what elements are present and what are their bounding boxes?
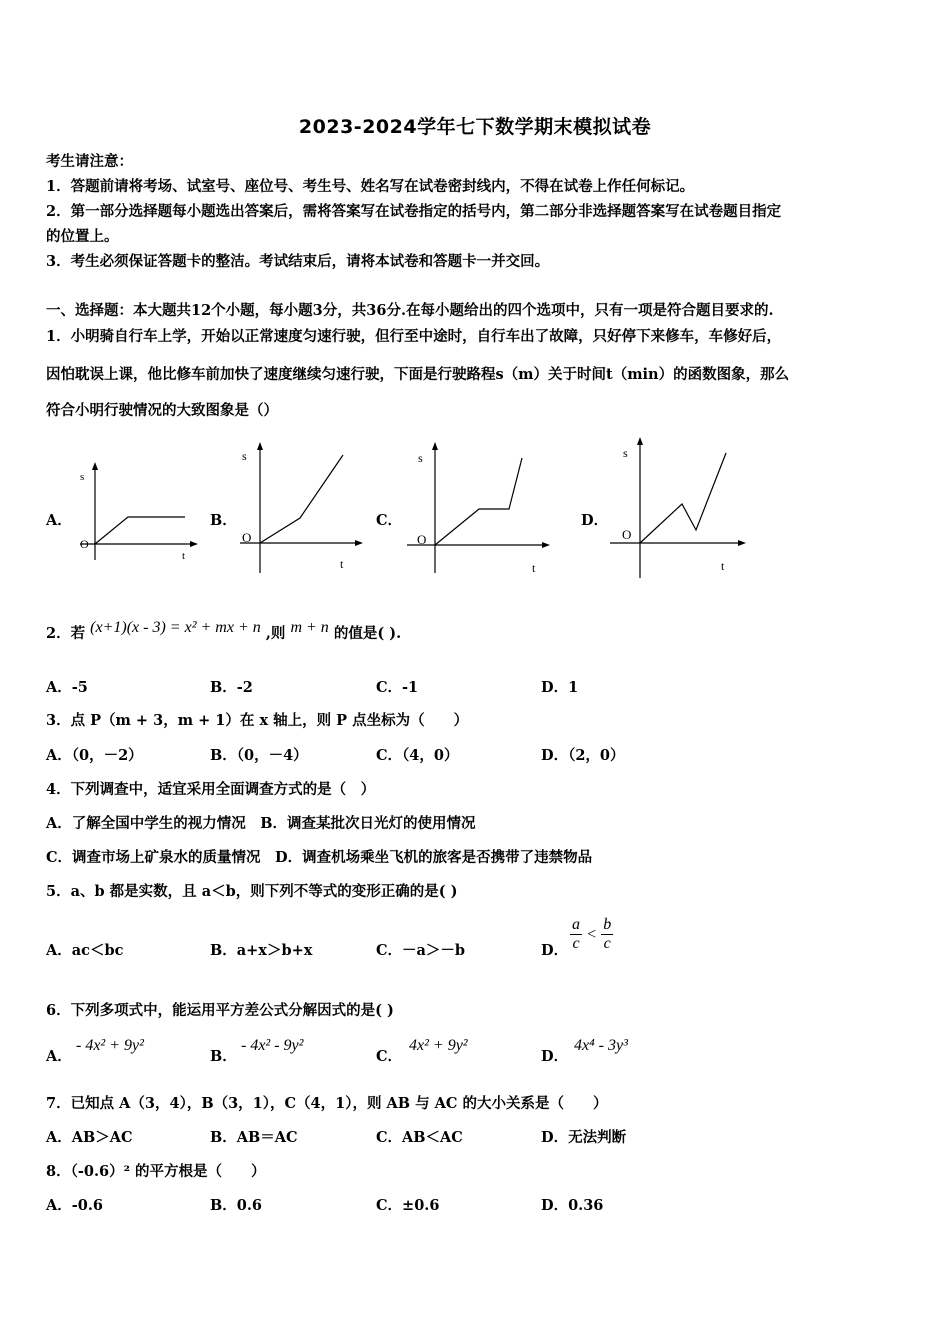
origin-label: O: [417, 532, 427, 547]
q2-equation: (x+1)(x - 3) = x² + mx + n: [90, 619, 261, 636]
q8-option-c: C．±0.6: [376, 1197, 440, 1214]
q1-graph-b: [235, 440, 365, 575]
axis-s-label: s: [418, 451, 423, 465]
q8-stem: 8．（-0.6）² 的平方根是（ ）: [46, 1163, 266, 1180]
q4-stem: 4．下列调查中，适宜采用全面调查方式的是（ ）: [46, 781, 376, 798]
q2-prefix: 2．若: [46, 625, 86, 642]
fraction-a-over-c: $\frac{a}{c}$: [572, 916, 580, 952]
origin-label: O: [242, 530, 252, 545]
q2-mid: ,则: [265, 625, 286, 642]
q6-stem: 6．下列多项式中，能运用平方差公式分解因式的是( ): [46, 1002, 394, 1019]
q1-option-d-label: D．: [581, 512, 609, 529]
q6-option-b-expr: - 4x² - 9y²: [241, 1037, 304, 1054]
q4-options-cd: C．调查市场上矿泉水的质量情况 D．调查机场乘坐飞机的旅客是否携带了违禁物品: [46, 849, 593, 866]
notice-item: 1．答题前请将考场、试室号、座位号、考生号、姓名写在试卷密封线内，不得在试卷上作任何标记。: [46, 178, 695, 195]
q7-option-b: B．AB＝AC: [210, 1129, 298, 1146]
q3-option-a: A．（0，－2）: [46, 747, 143, 764]
q5-option-d-expr: [570, 916, 613, 953]
q5-option-d-label: D．: [541, 942, 569, 959]
q6-option-c-expr: 4x² + 9y²: [409, 1037, 468, 1054]
q5-stem: 5．a、b 都是实数，且 a＜b，则下列不等式的变形正确的是( ): [46, 883, 458, 900]
q8-option-d: D．0.36: [541, 1197, 604, 1214]
q7-option-a: A．AB＞AC: [46, 1129, 133, 1146]
q6-option-b-label: B．: [210, 1048, 237, 1065]
q1-stem-line: 因怕耽误上课，他比修车前加快了速度继续匀速行驶，下面是行驶路程s（m）关于时间t（min）的函数图象，那么: [46, 366, 790, 383]
q3-option-b: B．（0，－4）: [210, 747, 308, 764]
notice-heading: 考生请注意：: [46, 153, 133, 170]
q7-option-d: D．无法判断: [541, 1129, 627, 1146]
q3-option-d: D．（2，0）: [541, 747, 625, 764]
q1-graph-c: [402, 440, 552, 575]
q6-option-a-expr: - 4x² + 9y²: [76, 1037, 144, 1054]
axis-t-label: t: [340, 557, 344, 571]
q5-option-a: A．ac＜bc: [46, 942, 124, 959]
q5-option-c: C．－a＞－b: [376, 942, 466, 959]
q3-stem: 3．点 P（m + 3，m + 1）在 x 轴上，则 P 点坐标为（ ）: [46, 712, 469, 729]
q2-stem: [46, 619, 402, 644]
q4-options-ab: A．了解全国中学生的视力情况 B．调查某批次日光灯的使用情况: [46, 815, 476, 832]
q1-stem-line: 1．小明骑自行车上学，开始以正常速度匀速行驶，但行至中途时，自行车出了故障，只好停下来修车，车修好后，: [46, 328, 782, 345]
q1-option-b-label: B．: [210, 512, 237, 529]
fraction-b-over-c: $\frac{b}{c}$: [603, 916, 612, 952]
q6-option-a-label: A．: [46, 1048, 72, 1065]
q7-stem: 7．已知点 A（3，4），B（3，1），C（4，1），则 AB 与 AC 的大小关系是（ ）: [46, 1095, 608, 1112]
q1-option-a-label: A．: [46, 512, 72, 529]
origin-label: O: [622, 527, 632, 542]
q1-graph-d: [605, 435, 750, 580]
origin-label: O: [80, 537, 89, 551]
q1-stem-line: 符合小明行驶情况的大致图象是（）: [46, 402, 278, 419]
notice-item: 的位置上。: [46, 228, 119, 245]
page-title: 2023-2024学年七下数学期末模拟试卷: [298, 116, 652, 138]
axis-t-label: t: [182, 550, 186, 562]
q3-option-c: C．（4，0）: [376, 747, 459, 764]
axis-t-label: t: [532, 561, 536, 575]
axis-s-label: s: [80, 471, 85, 483]
q6-option-c-label: C．: [376, 1048, 403, 1065]
q6-option-d-label: D．: [541, 1048, 569, 1065]
less-than-sign: <: [587, 926, 597, 943]
axis-s-label: s: [242, 449, 247, 463]
q7-option-c: C．AB＜AC: [376, 1129, 463, 1146]
q1-option-c-label: C．: [376, 512, 403, 529]
axis-t-label: t: [721, 559, 725, 573]
q5-option-b: B．a+x＞b+x: [210, 942, 313, 959]
section-heading: 一、选择题：本大题共12个小题，每小题3分，共36分.在每小题给出的四个选项中，只有一项是符合题目要求的.: [46, 302, 774, 319]
q1-graph-a: [75, 460, 200, 570]
q6-option-d-expr: 4x⁴ - 3y³: [574, 1037, 628, 1054]
q8-option-b: B．0.6: [210, 1197, 262, 1214]
notice-item: 2．第一部分选择题每小题选出答案后，需将答案写在试卷指定的括号内，第二部分非选择题答案写在试卷题目指定: [46, 203, 782, 220]
notice-item: 3．考生必须保证答题卡的整洁。考试结束后，请将本试卷和答题卡一并交回。: [46, 253, 550, 270]
q2-option-a: A．-5: [46, 679, 88, 696]
q2-mn-expr: m + n: [290, 619, 329, 636]
axis-s-label: s: [623, 446, 628, 460]
q2-option-d: D．1: [541, 679, 579, 696]
q2-suffix: 的值是( ).: [333, 625, 402, 642]
q2-option-c: C．-1: [376, 679, 419, 696]
q2-option-b: B．-2: [210, 679, 253, 696]
q8-option-a: A．-0.6: [46, 1197, 103, 1214]
